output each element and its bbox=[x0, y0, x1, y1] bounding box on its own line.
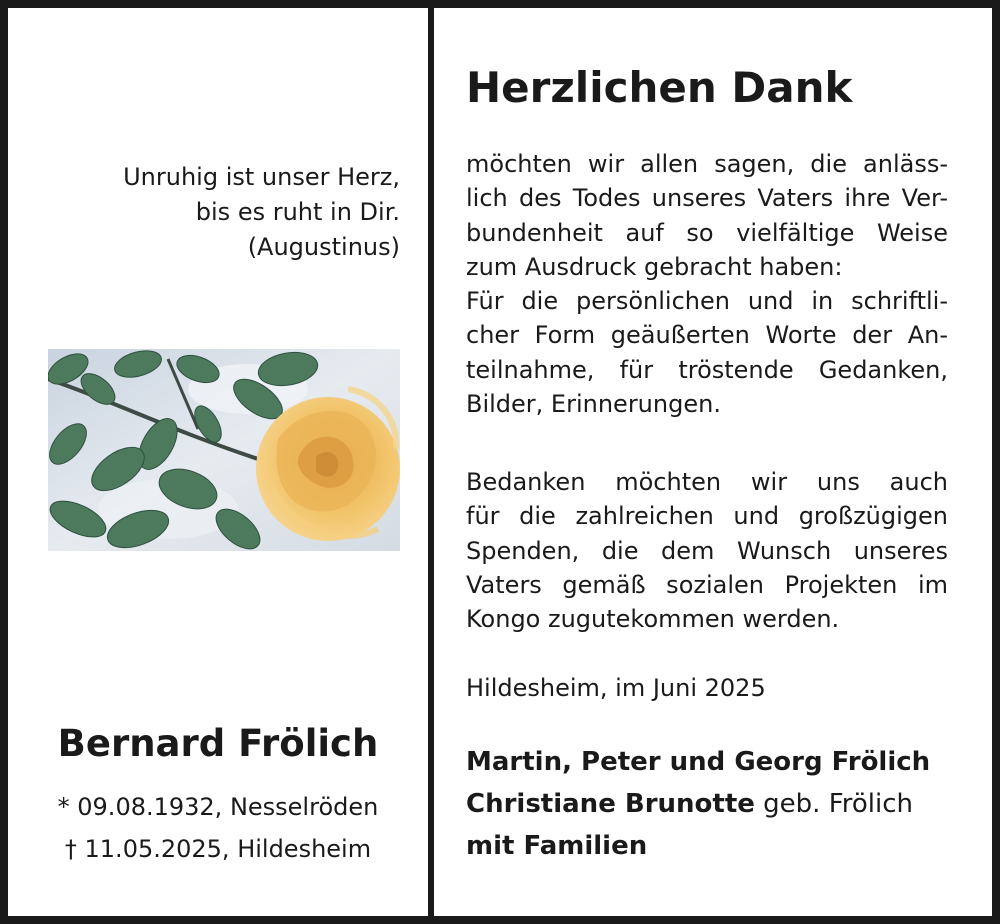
rose-photo-icon bbox=[48, 349, 400, 551]
signer-line: mit Familien bbox=[466, 831, 648, 861]
signer-line bbox=[466, 783, 930, 825]
text-line: zum Ausdruck gebracht haben: bbox=[466, 252, 843, 281]
column-divider bbox=[428, 0, 434, 924]
text-line: cher Form geäußerten Worte der An- bbox=[466, 321, 948, 350]
thanks-paragraph-1 bbox=[466, 147, 948, 421]
death-date: † 11.05.2025, Hildesheim bbox=[64, 835, 372, 863]
text-line: teilnahme, für tröstende Gedanken, bbox=[466, 355, 948, 384]
text-line: möchten wir allen sagen, die anläss- bbox=[466, 150, 948, 178]
rose-photo bbox=[48, 349, 400, 551]
text-line: für die zahlreichen und großzügigen bbox=[466, 502, 948, 531]
quote-block bbox=[60, 160, 400, 265]
signer-name: Christiane Brunotte bbox=[466, 789, 755, 819]
text-line: Kongo zugutekommen werden. bbox=[466, 605, 840, 634]
text-line: Für die persönlichen und in schriftli- bbox=[466, 287, 948, 316]
quote-author: (Augustinus) bbox=[247, 233, 400, 261]
thanks-paragraph-2 bbox=[466, 465, 948, 636]
signer-line: Martin, Peter und Georg Frölich bbox=[466, 747, 931, 777]
quote-line: Unruhig ist unser Herz, bbox=[123, 163, 400, 191]
deceased-name: Bernard Frölich bbox=[57, 722, 379, 765]
birth-date: * 09.08.1932, Nesselröden bbox=[57, 793, 379, 821]
text-line: lich des Todes unseres Vaters ihre Ver- bbox=[466, 184, 948, 213]
signer-maiden-name: geb. Frölich bbox=[754, 789, 914, 819]
text-line: bundenheit auf so vielfältige Weise bbox=[466, 218, 948, 247]
text-line: Bilder, Erinnerungen. bbox=[466, 390, 721, 419]
place-and-date: Hildesheim, im Juni 2025 bbox=[466, 674, 766, 702]
text-line: Vaters gemäß sozialen Projekten im bbox=[466, 570, 948, 599]
text-line: Spenden, die dem Wunsch unseres bbox=[466, 536, 948, 565]
quote-line: bis es ruht in Dir. bbox=[195, 198, 400, 226]
text-line: Bedanken möchten wir uns auch bbox=[466, 468, 948, 496]
signers-block bbox=[466, 741, 930, 867]
life-dates bbox=[8, 786, 428, 870]
thanks-heading: Herzlichen Dank bbox=[466, 63, 853, 112]
